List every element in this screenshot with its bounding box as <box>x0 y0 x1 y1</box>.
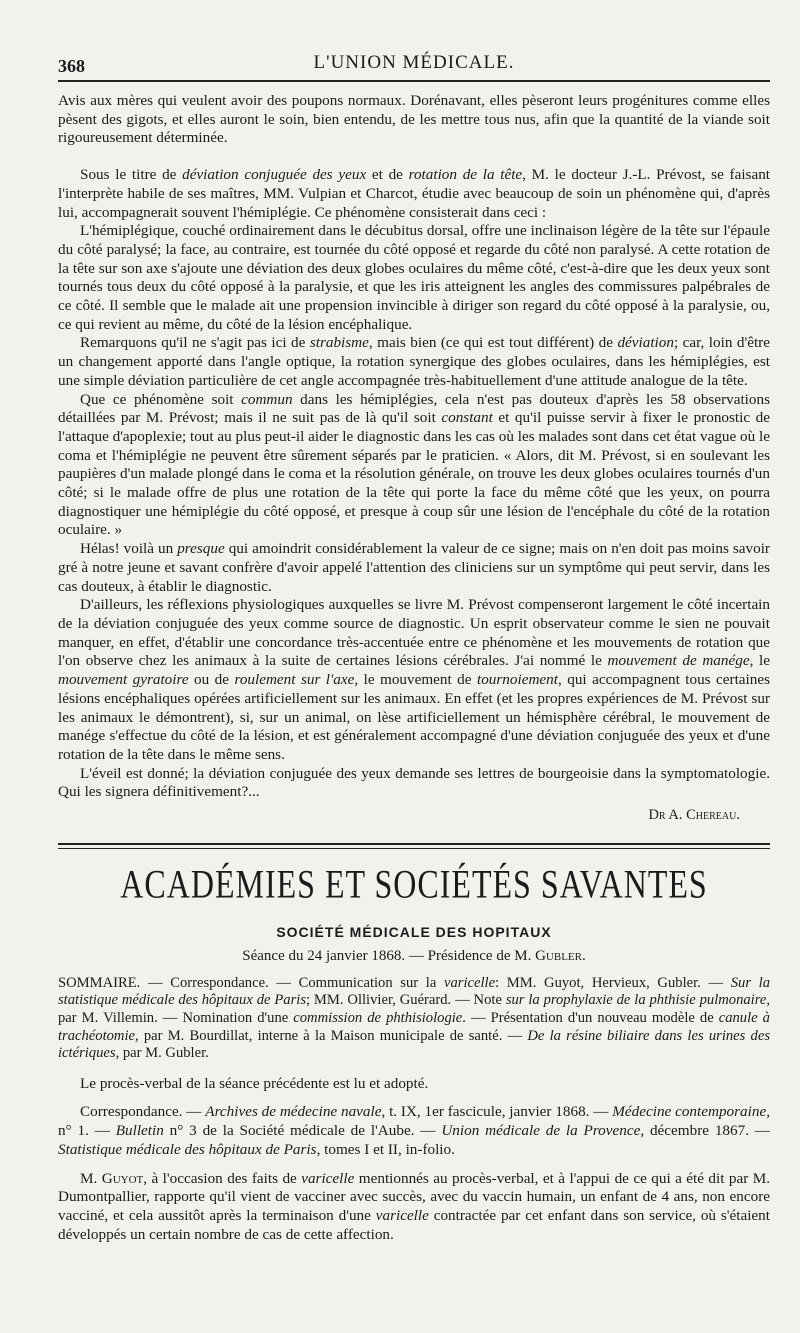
sommaire: SOMMAIRE. — Correspondance. — Communication sur la varicelle: MM. Guyot, Hervieux, Gubler. — Sur la statistique médicale des hôpitaux de Paris; MM. Ollivier, Guérard. — Note sur la prophylaxie de la phthisie pulmonaire, par M. Villemin. — Nomination d'une commission de phthisiologie. — Présentation d'un nouveau modèle de canule à trachéotomie, par M. Bourdillat, interne à la Maison municipale de santé. — De la résine biliaire dans les urines des ictériques, par M. Gubler. <box>58 974 771 1062</box>
paragraph-7: L'éveil est donné; la déviation conjuguée des yeux demande ses lettres de bourgeoisie dans la symptomatologie. Qui les signera définitivement?... <box>58 764 770 801</box>
article-body <box>58 92 770 825</box>
page-header <box>58 40 770 82</box>
seance-proceedings <box>58 1075 770 1245</box>
paragraph-2: L'hémiplégique, couché ordinairement dans le décubitus dorsal, offre une inclinaison légère de la tête sur l'épaule du côté paralysé; la face, au contraire, est tournée du côté opposé et regarde du côté non paralysé. A cette rotation de la tête sur son axe s'ajoute une déviation des deux globes oculaires du même côté, c'est-à-dire que les deux yeux sont tournés tous deux du côté opposé à la paralysie, et que les iris atteignent les angles des commissures palpébrales de ce côté. Il semble que le malade ait une propension invincible à diriger son regard du côté opposé à la paralysie, ou, ce qui revient au même, du côté de la lésion encéphalique. <box>58 222 770 333</box>
journal-title: L'UNION MÉDICALE. <box>313 52 515 73</box>
paragraph-5: Hélas! voilà un presque qui amoindrit considérablement la valeur de ce signe; mais on n'en doit pas moins savoir gré à notre jeune et savant confrère d'avoir appelé l'attention des cliniciens sur un symptôme qui peut servir, dans les cas douteux, à établir le diagnostic. <box>58 540 770 595</box>
sommaire-label: SOMMAIRE. <box>58 974 141 991</box>
paragraph-4: Que ce phénomène soit commun dans les hémiplégies, cela n'est pas douteux d'après les 58 observations détaillées par M. Prévost; mais il ne suit pas de là qu'il soit constant et qu'il puisse servir à fixer le pronostic de l'attaque d'apoplexie; tout au plus peut-il aider le diagnostic dans les cas où les malades sont dans cet état vague où le coma et l'hémiplégie ne peuvent être sûrement séparés par le praticien. « Alors, dit M. Prévost, si en soulevant les paupières d'un malade plongé dans le coma et la résolution générale, on trouve les deux globes oculaires tournés d'un côté; si le malade offre de plus une rotation de la tête qui porte la face du même côté que les yeux, on pourra diagnostiquer une hémiplégie du côté opposé, et presque à coup sûr une lésion de l'encéphale du côté de la rotation oculaire. » <box>58 390 770 539</box>
correspondance: Correspondance. — Archives de médecine navale, t. IX, 1er fascicule, janvier 1868. — Médecine contemporaine, n° 1. — Bulletin n° 3 de la Société médicale de l'Aube. — Union médicale de la Provence, décembre 1867. — Statistique médicale des hôpitaux de Paris, tomes I et II, in-folio. <box>58 1103 770 1158</box>
seance-line: Séance du 24 janvier 1868. — Présidence de M. Gubler. <box>242 947 586 964</box>
section-divider <box>58 843 770 849</box>
paragraph-6: D'ailleurs, les réflexions physiologiques auxquelles se livre M. Prévost compenseront largement le côté incertain de la déviation conjuguée des yeux comme source de diagnostic. Un esprit observateur comme le sien ne pouvait manquer, en effet, d'établir une concordance très-accentuée entre ce phénomène et les mouvements de rotation que l'on observe chez les animaux à la suite de certaines lésions cérébrales. J'ai nommé le mouvement de manége, le mouvement gyratoire ou de roulement sur l'axe, le mouvement de tournoiement, qui accompagnent tous certaines lésions encéphaliques opérées artificiellement sur les animaux. En effet (et les propres expériences de M. Prévost sur les animaux le démontrent), si, sur un animal, on lèse artificiellement un hémisphère cérébral, le mouvement de manége s'effectue du côté de la lésion, et est généralement accompagné d'une déviation conjuguée des yeux et d'une rotation de la tête dans le même sens. <box>58 596 770 763</box>
intro-paragraph: Avis aux mères qui veulent avoir des poupons normaux. Dorénavant, elles pèseront leurs progénitures comme elles pèsent des gigots, et elles auront le soin, bien entendu, de les mettre tous nus, afin que la quantité de la viande soit rigoureusement déterminée. <box>58 92 770 147</box>
proces-verbal: Le procès-verbal de la séance précédente est lu et adopté. <box>80 1074 429 1092</box>
paragraph-1: Sous le titre de déviation conjuguée des yeux et de rotation de la tête, M. le docteur J.-L. Prévost, se faisant l'interprète habile de ses maîtres, MM. Vulpian et Charcot, étudie avec beaucoup de soin un phénomène qui, d'après lui, accompagnerait souvent l'hémiplégie. Ce phénomène consisterait dans ceci : <box>58 166 771 221</box>
author-signature: Dr A. Chereau. <box>648 807 740 824</box>
paragraph-3: Remarquons qu'il ne s'agit pas ici de strabisme, mais bien (ce qui est tout différent) de déviation; car, loin d'être un changement apporté dans l'angle optique, la rotation synergique des globes oculaires, dans les hémiplégies, est une simple déviation particulière de cet angle accompagnée très-habituellement d'une attitude analogue de la tête. <box>58 334 770 389</box>
society-title: SOCIÉTÉ MÉDICALE DES HOPITAUX <box>276 923 552 940</box>
section-title: ACADÉMIES ET SOCIÉTÉS SAVANTES <box>120 860 708 906</box>
page-number: 368 <box>58 56 85 76</box>
guyot-paragraph: M. Guyot, à l'occasion des faits de varicelle mentionnés au procès-verbal, et à l'appui de ce qui a été dit par M. Dumontpallier, rapporte qu'il vient de vacciner avec succès, avec du vaccin humain, un enfant de 4 ans, non encore vacciné, et cela aussitôt après la terminaison d'une varicelle contractée par cet enfant dans son service, où s'étaient développés un certain nombre de cas de cette affection. <box>58 1169 770 1243</box>
